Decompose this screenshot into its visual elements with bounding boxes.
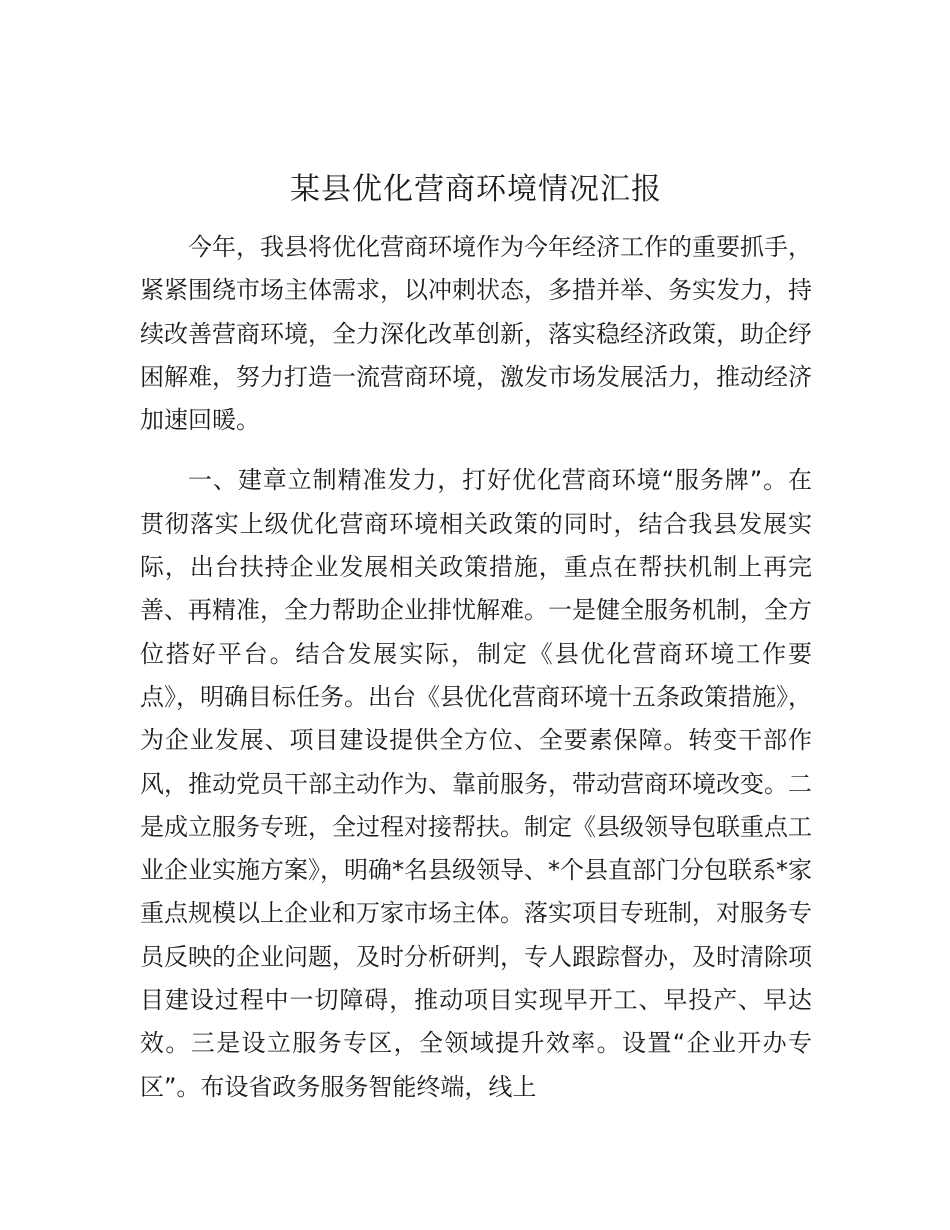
document-page: [140, 168, 812, 1109]
document-title: 某县优化营商环境情况汇报: [290, 172, 662, 207]
paragraph-intro: 今年，我县将优化营商环境作为今年经济工作的重要抓手，紧紧围绕市场主体需求，以冲刺状态，多措并举、务实发力，持续改善营商环境，全力深化改革创新，落实稳经济政策，助企纾困解难，努力打造一流营商环境，激发市场发展活力，推动经济加速回暖。: [140, 233, 812, 435]
paragraph-section-one: 一、建章立制精准发力，打好优化营商环境“服务牌”。在贯彻落实上级优化营商环境相关政策的同时，结合我县发展实际，出台扶持企业发展相关政策措施，重点在帮扶机制上再完善、再精准，全力帮助企业排忧解难。一是健全服务机制，全方位搭好平台。结合发展实际，制定《县优化营商环境工作要点》，明确目标任务。出台《县优化营商环境十五条政策措施》，为企业发展、项目建设提供全方位、全要素保障。转变干部作风，推动党员干部主动作为、靠前服务，带动营商环境改变。二是成立服务专班，全过程对接帮扶。制定《县级领导包联重点工业企业实施方案》，明确*名县级领导、*个县直部门分包联系*家重点规模以上企业和万家市场主体。落实项目专班制，对服务专员反映的企业问题，及时分析研判，专人跟踪督办，及时清除项目建设过程中一切障碍，推动项目实现早开工、早投产、早达效。三是设立服务专区，全领域提升效率。设置“企业开办专区”。布设省政务服务智能终端，线上: [140, 466, 812, 1101]
